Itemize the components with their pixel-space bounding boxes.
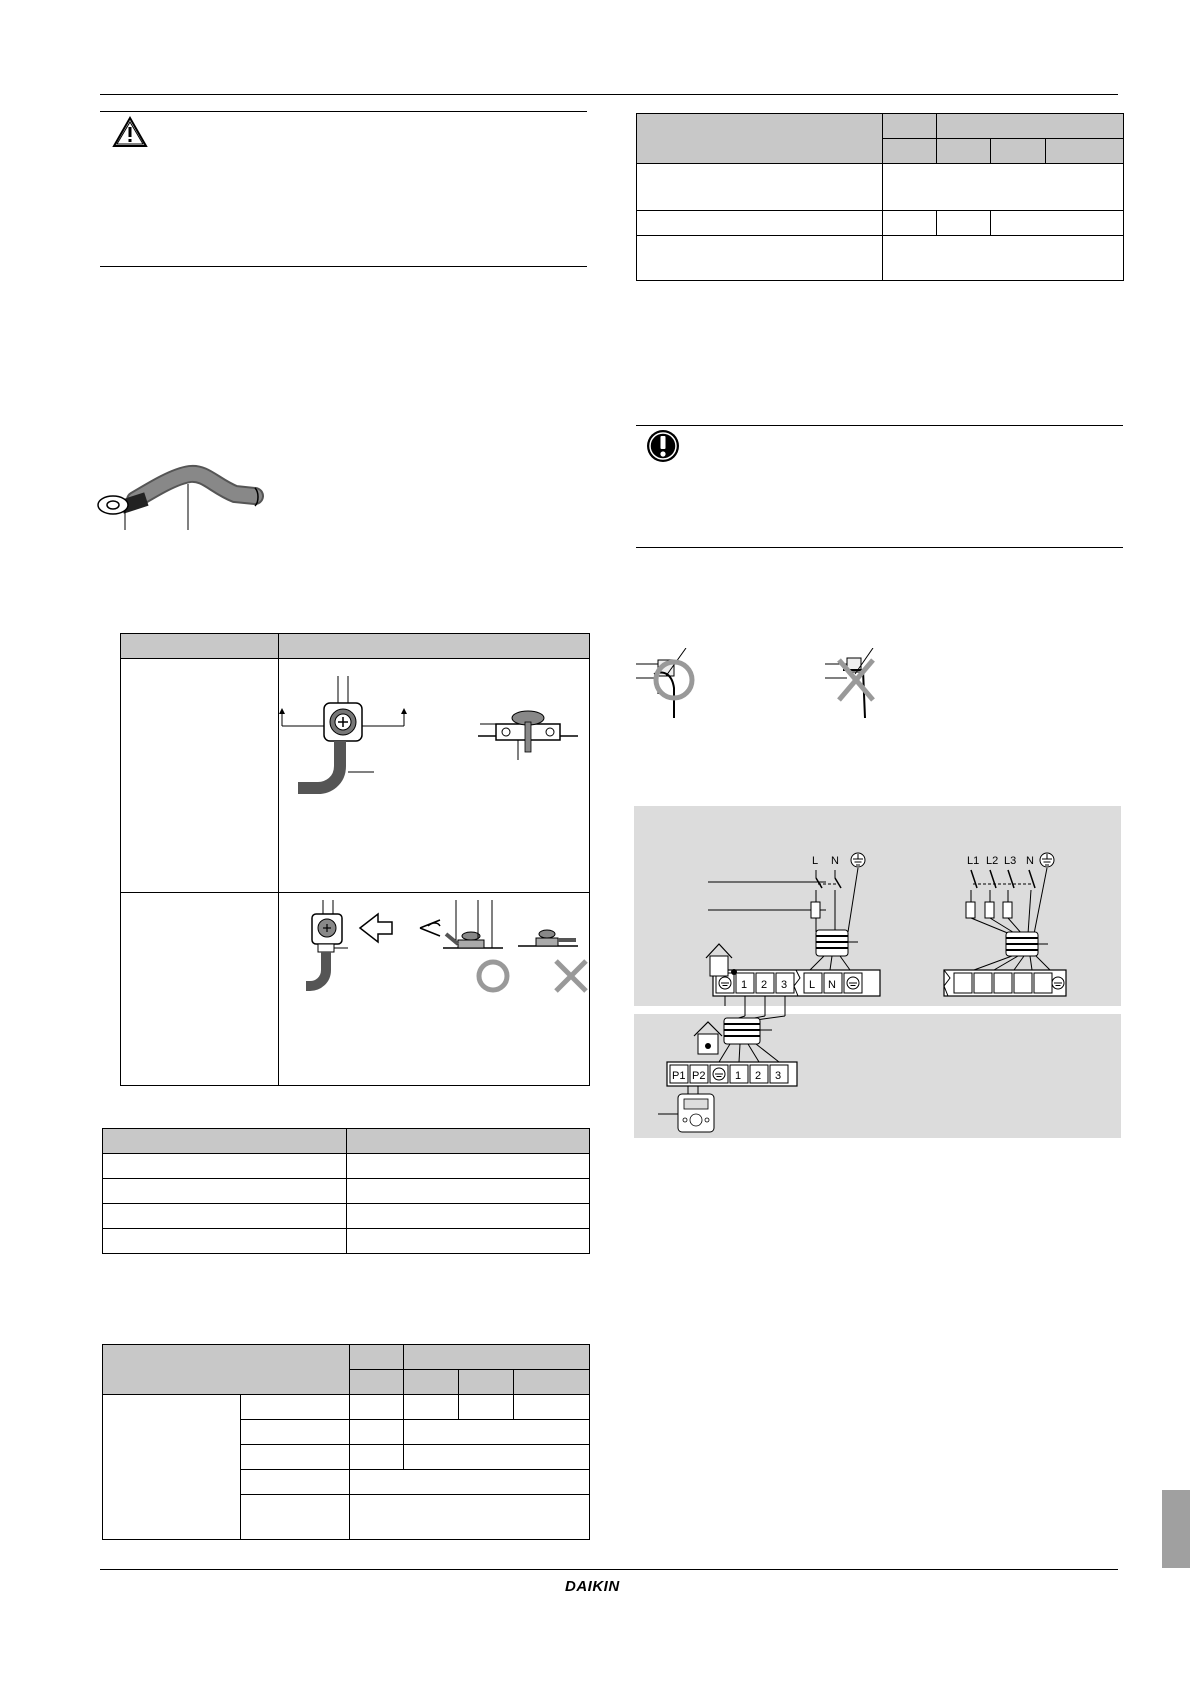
table-cell [347, 1204, 590, 1229]
outdoor-house-icon [706, 944, 737, 976]
table-cell [347, 1179, 590, 1204]
terminal-block-label: P2 [692, 1070, 706, 1082]
terminal-label-L3: L3 [1004, 855, 1017, 867]
table-cell [883, 236, 1124, 281]
section-tab [1162, 1490, 1190, 1568]
table-header-cell [103, 1345, 350, 1395]
table-cell [514, 1395, 590, 1420]
wiring-spec-table [102, 1344, 590, 1540]
terminal-block-label: 1 [741, 979, 748, 991]
warning-top-rule [100, 111, 587, 112]
table-header-cell [404, 1370, 459, 1395]
warning-bottom-rule [100, 266, 587, 267]
earth-icon [851, 853, 865, 867]
notice-bottom-rule [636, 547, 1123, 548]
circle-ok-icon [475, 958, 511, 994]
table-cell [241, 1445, 350, 1470]
table-cell [883, 211, 937, 236]
terminal-label-N3: N [1026, 855, 1034, 867]
warning-triangle-icon [112, 116, 148, 148]
clamp-correct-illustration [636, 648, 716, 720]
table-cell [350, 1495, 590, 1540]
table-cell [350, 1470, 590, 1495]
table-cell [241, 1420, 350, 1445]
terminal-block-label: 1 [735, 1070, 742, 1082]
table-cell [637, 164, 883, 211]
table-header-cell [404, 1345, 590, 1370]
table-header-cell [637, 114, 883, 164]
earth-icon [1040, 853, 1054, 867]
table-cell [347, 1154, 590, 1179]
indoor-house-icon [694, 1022, 722, 1054]
table-header-cell [937, 139, 991, 164]
table-cell [404, 1395, 459, 1420]
table-header-cell [350, 1345, 404, 1370]
table-header-cell [347, 1129, 590, 1154]
terminal-label-L: L [812, 855, 819, 867]
table-cell [103, 1395, 241, 1540]
table-cell [350, 1420, 404, 1445]
table-cell [637, 211, 883, 236]
table-cell [404, 1445, 590, 1470]
table-cell [103, 1179, 347, 1204]
table-header-cell [103, 1129, 347, 1154]
terminal-block-label: L [809, 979, 816, 991]
table-cell [350, 1395, 404, 1420]
power-supply-table [636, 113, 1124, 281]
table-header-cell [121, 634, 279, 659]
terminal-label-N: N [831, 855, 839, 867]
header-rule [100, 94, 1118, 95]
terminal-block-label: 3 [781, 979, 788, 991]
cross-ng-icon [553, 958, 589, 994]
table-cell [103, 1229, 347, 1254]
earth-icon [1052, 977, 1064, 989]
notice-top-rule [636, 425, 1123, 426]
terminal-block-label: 2 [761, 979, 768, 991]
table-cell [883, 164, 1124, 211]
wiring-diagram [634, 806, 1121, 1138]
table-cell [121, 893, 279, 1086]
clamp-wrong-illustration [825, 648, 905, 720]
terminal-label-L2: L2 [986, 855, 999, 867]
terminal-crimp-illustration [278, 900, 588, 1000]
terminal-block-label: P1 [672, 1070, 686, 1082]
table-cell [459, 1395, 514, 1420]
table-header-cell [883, 139, 937, 164]
ring-terminal-illustration [95, 458, 265, 533]
table-cell [637, 236, 883, 281]
table-header-cell [459, 1370, 514, 1395]
exclamation-circle-icon [645, 428, 681, 464]
table-header-cell [883, 114, 937, 139]
table-cell [121, 659, 279, 893]
table-cell [103, 1204, 347, 1229]
table-header-cell [350, 1370, 404, 1395]
table-header-cell [1046, 139, 1124, 164]
table-header-cell [514, 1370, 590, 1395]
table-cell [241, 1495, 350, 1540]
earth-icon [713, 1068, 725, 1080]
table-cell [991, 211, 1124, 236]
earth-icon [719, 977, 731, 989]
earth-icon [847, 977, 859, 989]
table-cell [241, 1395, 350, 1420]
terminal-block-label: 2 [755, 1070, 762, 1082]
table-cell [241, 1470, 350, 1495]
tightening-torque-table [102, 1128, 590, 1254]
remote-controller-icon [678, 1094, 714, 1132]
terminal-label-L1: L1 [967, 855, 980, 867]
footer-rule [100, 1569, 1118, 1570]
table-cell [937, 211, 991, 236]
table-header-cell [279, 634, 590, 659]
daikin-logo: DAIKIN [565, 1578, 620, 1595]
table-cell [103, 1154, 347, 1179]
table-cell [404, 1420, 590, 1445]
table-cell [347, 1229, 590, 1254]
terminal-block-label: N [828, 979, 836, 991]
terminal-block-label: 3 [775, 1070, 782, 1082]
table-header-cell [937, 114, 1124, 139]
table-header-cell [991, 139, 1046, 164]
table-cell [350, 1445, 404, 1470]
terminal-screw-illustration [278, 676, 588, 806]
